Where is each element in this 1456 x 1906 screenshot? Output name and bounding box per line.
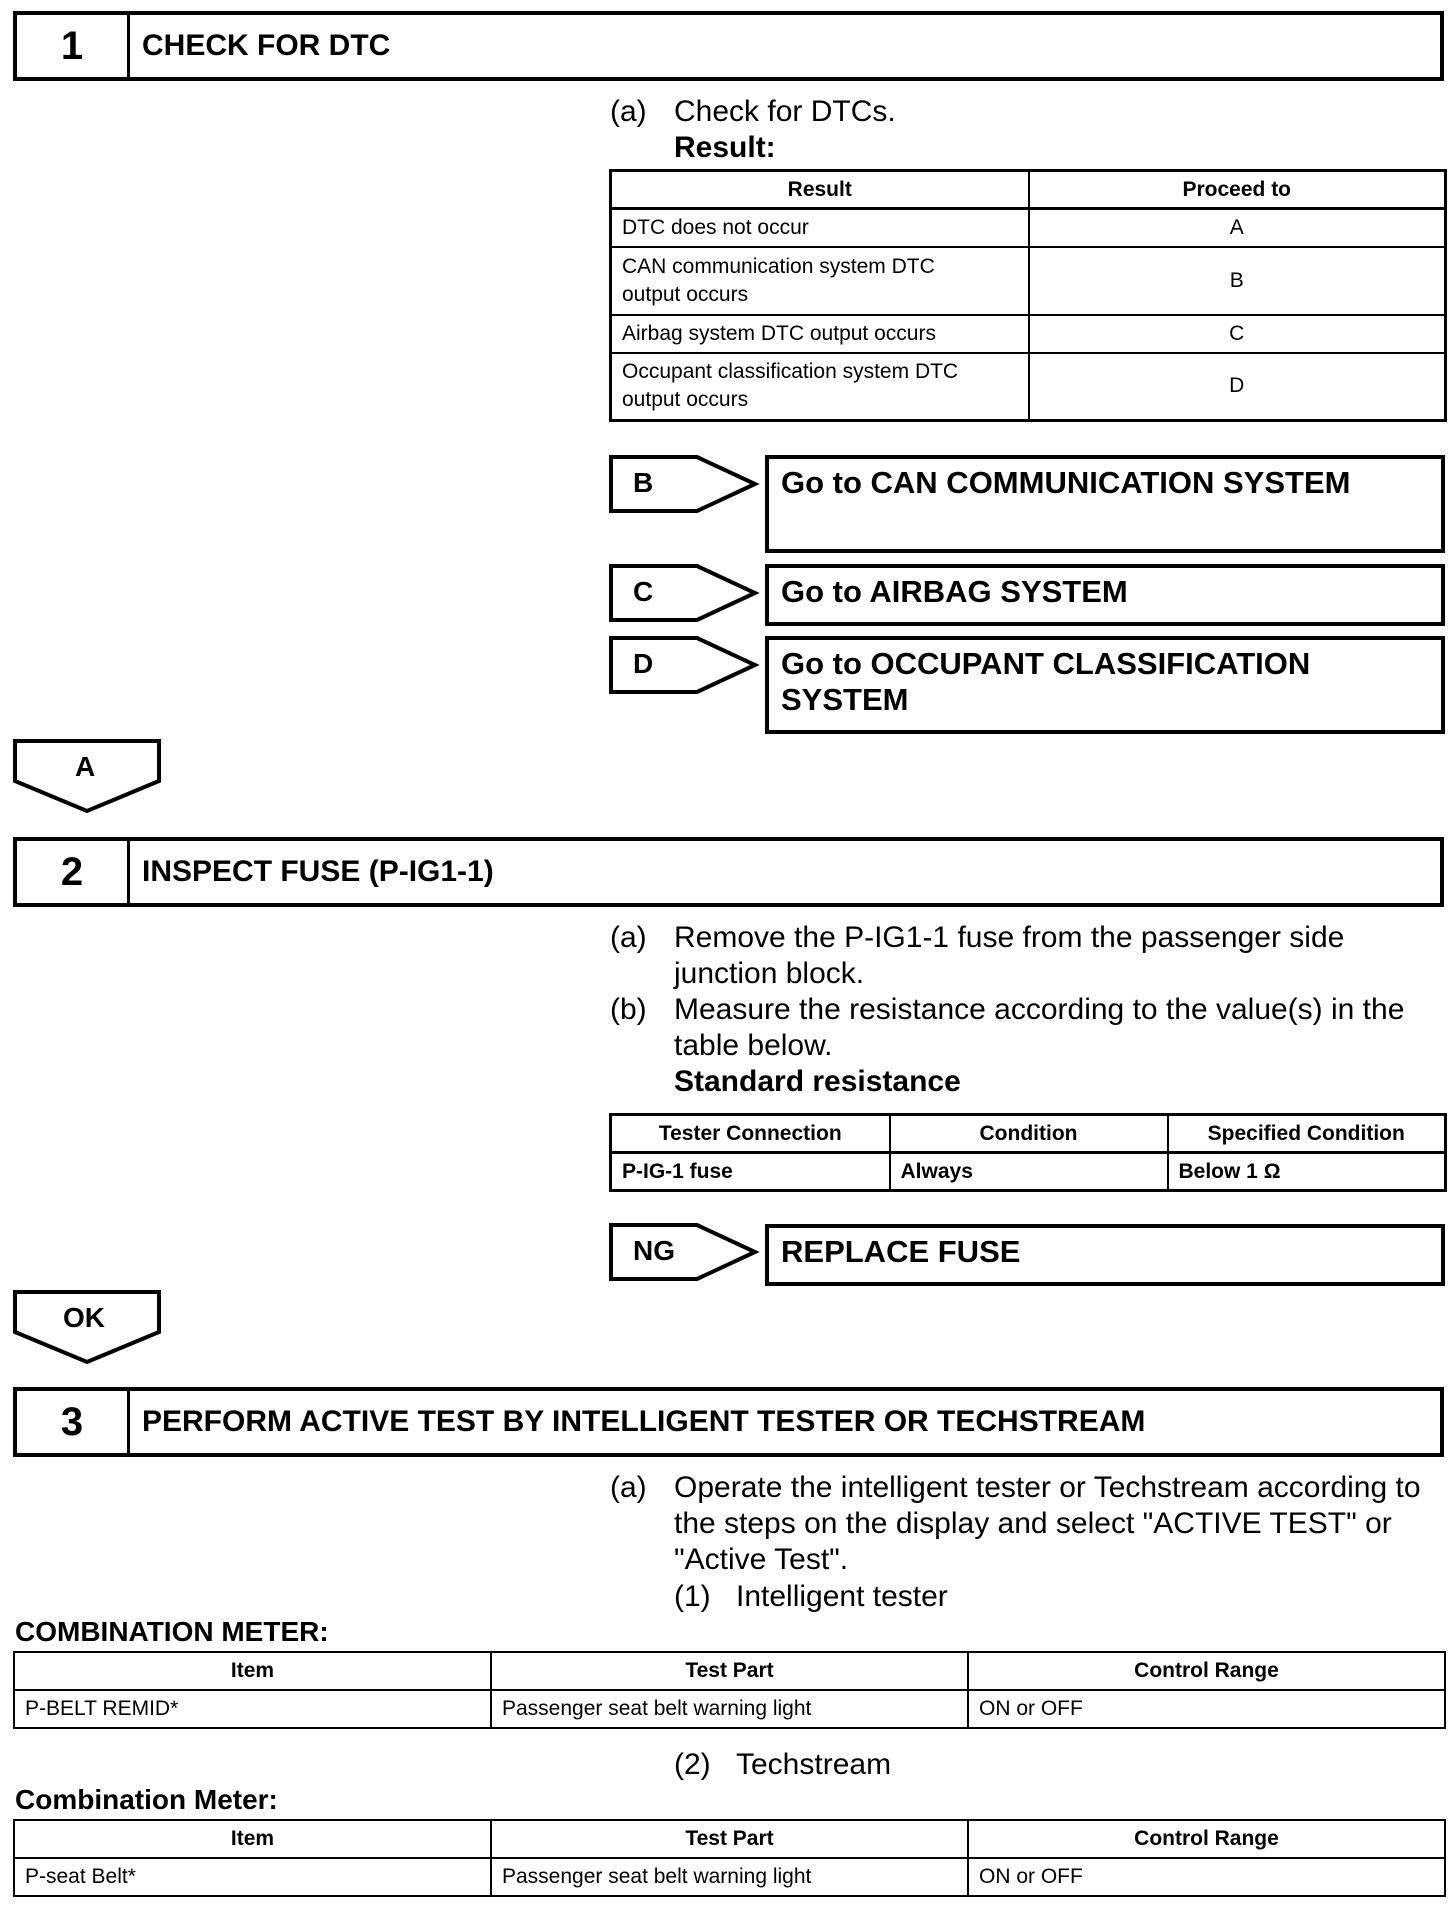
table-header: Proceed to — [1029, 171, 1446, 209]
instruction-text: Check for DTCs. — [674, 95, 896, 128]
table-cell: DTC does not occur — [611, 209, 1029, 247]
instruction-label: (b) — [610, 993, 647, 1026]
standard-resistance-label: Standard resistance — [674, 1065, 961, 1098]
table-header: Condition — [890, 1115, 1168, 1153]
table-cell: Passenger seat belt warning light — [491, 1690, 968, 1728]
continue-tag-label: A — [75, 751, 96, 782]
step3-instruction-a — [610, 1470, 1445, 1578]
branch-c-arrow — [609, 564, 759, 622]
step-2-header — [13, 837, 1444, 907]
table-cell — [611, 247, 1029, 315]
instruction-label: (a) — [610, 921, 647, 954]
combination-meter-table — [13, 1819, 1446, 1897]
table-row — [611, 209, 1446, 247]
table-cell: P-seat Belt* — [14, 1858, 491, 1896]
result-table — [609, 169, 1447, 422]
step-title: PERFORM ACTIVE TEST BY INTELLIGENT TESTER OR TECHSTREAM — [142, 1405, 1146, 1438]
branch-tag-label: B — [633, 467, 654, 498]
table-header: Item — [14, 1652, 491, 1690]
step-number: 1 — [17, 15, 130, 77]
step2-instruction-a — [610, 920, 1445, 992]
step3-sub-1 — [674, 1579, 1074, 1619]
continue-ok-arrow — [13, 1290, 161, 1364]
table-cell: P-IG-1 fuse — [611, 1153, 890, 1191]
right-arrow-tag-icon — [609, 1223, 759, 1281]
step2-instruction-b — [610, 992, 1445, 1064]
destination-line: SYSTEM — [781, 682, 909, 717]
combination-meter-title: COMBINATION METER: — [15, 1616, 329, 1647]
sub-text: Intelligent tester — [736, 1580, 948, 1613]
table-header: Test Part — [491, 1820, 968, 1858]
instruction-line: Operate the intelligent tester or Techstream according to — [674, 1471, 1421, 1504]
cell-line: Occupant classification system DTC — [622, 360, 959, 384]
table-header: Test Part — [491, 1652, 968, 1690]
right-arrow-tag-icon — [609, 455, 759, 513]
table-cell: ON or OFF — [968, 1690, 1445, 1728]
table-header: Control Range — [968, 1652, 1445, 1690]
table-cell: C — [1029, 315, 1446, 353]
cell-line: output occurs — [622, 388, 749, 412]
cell-line: output occurs — [622, 282, 749, 306]
table-header: Tester Connection — [611, 1115, 890, 1153]
instruction-text — [674, 920, 1344, 992]
instruction-line: Measure the resistance according to the value(s) in the — [674, 993, 1405, 1026]
table-row — [14, 1690, 1445, 1728]
ng-tag-label: NG — [633, 1235, 675, 1266]
branch-tag-label: C — [633, 576, 654, 607]
step3-sub-2 — [674, 1747, 1074, 1787]
step-title: CHECK FOR DTC — [142, 29, 391, 62]
continue-tag-label: OK — [63, 1302, 105, 1333]
table-cell: Passenger seat belt warning light — [491, 1858, 968, 1896]
instruction-line: junction block. — [674, 957, 865, 990]
table-row — [14, 1858, 1445, 1896]
table-header: Result — [611, 171, 1029, 209]
step-number: 2 — [17, 841, 130, 903]
right-arrow-tag-icon — [609, 564, 759, 622]
branch-d-destination — [765, 636, 1445, 734]
ng-destination: REPLACE FUSE — [765, 1224, 1445, 1286]
branch-b-destination: Go to CAN COMMUNICATION SYSTEM — [765, 455, 1445, 553]
instruction-line: the steps on the display and select "ACTIVE TEST" or — [674, 1507, 1392, 1540]
instruction-line: table below. — [674, 1029, 833, 1062]
sub-text: Techstream — [736, 1748, 892, 1781]
continue-a-arrow — [13, 739, 161, 813]
instruction-line: "Active Test". — [674, 1543, 849, 1576]
ng-arrow — [609, 1223, 759, 1281]
table-cell: B — [1029, 247, 1446, 315]
instruction-label: (a) — [610, 95, 647, 128]
table-cell: ON or OFF — [968, 1858, 1445, 1896]
table-row — [611, 1153, 1446, 1191]
combination-meter-table — [13, 1651, 1446, 1729]
branch-tag-label: D — [633, 648, 654, 679]
table-cell: P-BELT REMID* — [14, 1690, 491, 1728]
instruction-text — [674, 1470, 1421, 1578]
destination-line: Go to OCCUPANT CLASSIFICATION — [781, 646, 1311, 681]
step-title: INSPECT FUSE (P-IG1-1) — [142, 855, 494, 888]
table-header: Control Range — [968, 1820, 1445, 1858]
right-arrow-tag-icon — [609, 636, 759, 694]
table-cell: A — [1029, 209, 1446, 247]
combination-meter-title: Combination Meter: — [15, 1784, 278, 1815]
result-label: Result: — [674, 131, 776, 164]
step-number: 3 — [17, 1391, 130, 1453]
table-cell: Airbag system DTC output occurs — [611, 315, 1029, 353]
sub-label: (1) — [674, 1580, 711, 1613]
table-row — [611, 247, 1446, 315]
table-row — [611, 353, 1446, 421]
step-1-header — [13, 11, 1444, 81]
table-cell: Always — [890, 1153, 1168, 1191]
instruction-label: (a) — [610, 1471, 647, 1504]
branch-b-arrow — [609, 455, 759, 513]
cell-line: CAN communication system DTC — [622, 254, 935, 278]
branch-d-arrow — [609, 636, 759, 694]
step1-instruction-a — [610, 94, 1430, 134]
table-cell: Below 1 Ω — [1168, 1153, 1446, 1191]
step-3-header — [13, 1387, 1444, 1457]
table-cell — [611, 353, 1029, 421]
table-header: Specified Condition — [1168, 1115, 1446, 1153]
instruction-text — [674, 992, 1404, 1064]
sub-label: (2) — [674, 1748, 711, 1781]
resistance-table — [609, 1113, 1447, 1192]
table-cell: D — [1029, 353, 1446, 421]
table-row — [611, 315, 1446, 353]
instruction-line: Remove the P-IG1-1 fuse from the passenger side — [674, 921, 1345, 954]
branch-c-destination: Go to AIRBAG SYSTEM — [765, 564, 1445, 626]
table-header: Item — [14, 1820, 491, 1858]
